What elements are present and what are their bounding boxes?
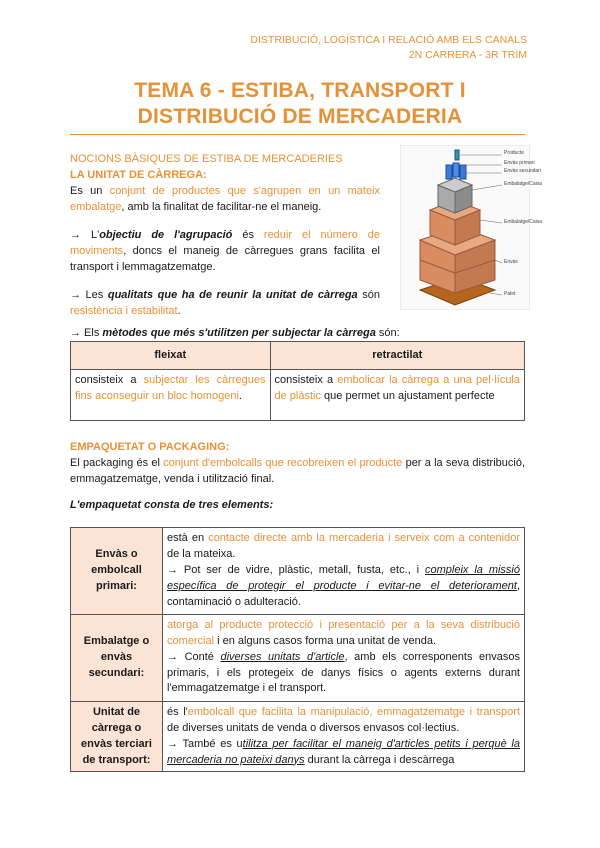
section-subheading: LA UNITAT DE CÀRREGA: — [70, 168, 207, 181]
course-title: DISTRIBUCIÓ, LOGÍSTICA I RELACIÓ AMB ELS CANALS — [250, 34, 527, 46]
methods-intro: → Els mètodes que més s'utilitzen per subjectar la càrrega són: — [70, 327, 400, 339]
element-label: Embalatge o envàs secundari: — [71, 614, 163, 701]
packaging-elements-table — [70, 527, 525, 772]
title-line-2: DISTRIBUCIÓ DE MERCADERIA — [137, 105, 463, 129]
section-load-unit — [70, 152, 380, 319]
table-row — [71, 614, 525, 701]
definition-paragraph: Es un conjunt de productes que s'agrupen en un mateix embalatge, amb la finalitat de facilitar-ne el maneig. — [70, 184, 380, 213]
packaging-heading: EMPAQUETAT O PACKAGING: — [70, 441, 230, 453]
qualities-paragraph: → Les qualitats que ha de reunir la unitat de càrrega són resistència i estabilitat. — [70, 288, 380, 317]
page-title — [70, 78, 530, 131]
col-header-strapping: fleixat — [71, 342, 271, 370]
section-heading: NOCIONS BÀSIQUES DE ESTIBA DE MERCADERIES — [70, 153, 343, 165]
element-description: està en contacte directe amb la mercaderia i serveix com a contenidor de la mateixa. → Pot ser de vidre, plàstic, metall, fusta, etc., i compleix la missió específica de protegir el producte i evitar-ne el deteriorament, contaminació o adulteració. — [163, 528, 525, 615]
element-description: atorga al producte protecció i presentació per a la seva distribució comercial i en alguns casos forma una unitat de venda. → Conté diverses unitats d'article, amb els corresponents envasos primaris, i els protegeix de danys físics o agents externs durant l'emmagatzematge i el transport. — [163, 614, 525, 701]
table-row — [71, 528, 525, 615]
elements-table-wrap — [70, 527, 525, 772]
element-label: Unitat de càrrega o envàs terciari de transport: — [71, 701, 163, 772]
load-unit-diagram: Producte Envàs primari Envàs secundari Embalatge/Caixa Embalatge/Caixa Envàs Palet — [400, 145, 530, 310]
packaging-elements-intro: L'empaquetat consta de tres elements: — [70, 498, 274, 511]
course-term: 2N CARRERA - 3R TRIM — [408, 48, 527, 61]
col-header-shrink-wrap: retractilat — [270, 342, 524, 370]
document-header — [250, 33, 527, 62]
methods-table — [70, 341, 525, 421]
title-divider — [70, 134, 525, 135]
element-description: és l'embolcall que facilita la manipulació, emmagatzematge i transport de diverses unitats de venda o diversos envasos col·lectius. → També es utilitza per facilitar el maneig d'articles petits i perquè la mercaderia no pateixi danys durant la càrrega i descàrrega — [163, 701, 525, 772]
title-line-1: TEMA 6 - ESTIBA, TRANSPORT I — [134, 79, 466, 102]
element-label: Envàs o embolcall primari: — [71, 528, 163, 615]
objective-paragraph: → L'objectiu de l'agrupació és reduir el número de moviments, doncs el maneig de càrregues grans facilita el transport i lemmagatzematge. — [70, 228, 381, 273]
table-row — [71, 701, 525, 772]
strapping-cell: consisteix a subjectar les càrregues fins aconseguir un bloc homogeni. — [71, 370, 271, 421]
shrink-wrap-cell: consisteix a embolicar la càrrega a una pel·lícula de plàstic que permet un ajustament perfecte — [270, 370, 524, 421]
section-packaging — [70, 440, 525, 514]
packaging-definition: El packaging és el conjunt d'embolcalls que recobreixen el producte per a la seva distribució, emmagatzematge, venda i utilització final. — [70, 456, 525, 485]
methods-table-wrap — [70, 341, 525, 421]
